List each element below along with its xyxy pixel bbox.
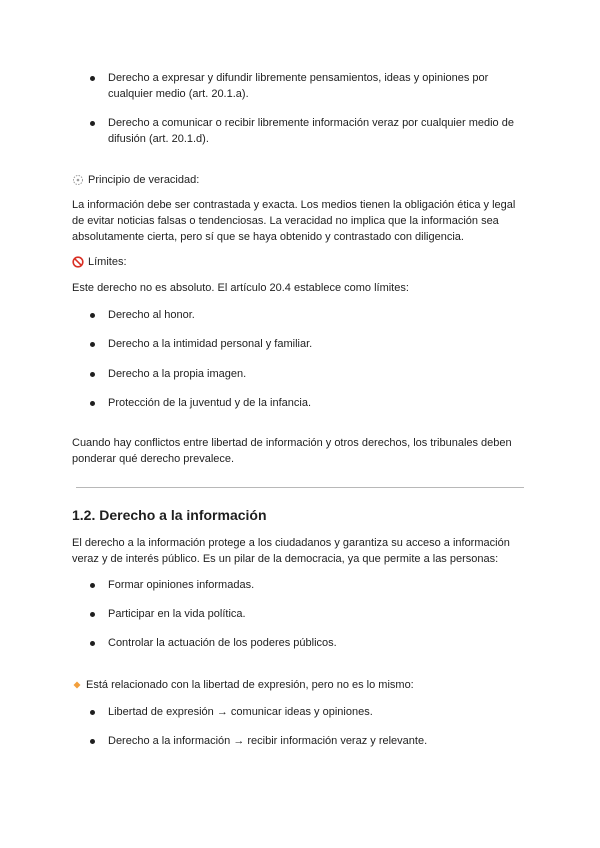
- bullet-icon: [90, 313, 95, 318]
- list-item-text: Derecho a expresar y difundir libremente pensamientos, ideas y opiniones por cualquier medio (art. 20.1.a).: [108, 72, 489, 100]
- list-item-text: Derecho a la propia imagen.: [108, 368, 247, 380]
- section-intro: El derecho a la información protege a los ciudadanos y garantiza su acceso a información veraz y de interés público. Es un pilar de la democracia, ya que permite a las personas:: [72, 537, 510, 565]
- bullet-icon: [90, 401, 95, 406]
- list-item: [108, 395, 528, 411]
- bullet-icon: [90, 342, 95, 347]
- list-item: [108, 70, 528, 102]
- list-item-text: Libertad de expresión → comunicar ideas y opiniones.: [108, 706, 373, 718]
- list-item: [108, 733, 528, 749]
- veracidad-label: Principio de veracidad:: [88, 174, 200, 186]
- veracidad-text: La información debe ser contrastada y exacta. Los medios tienen la obligación ética y legal de evitar noticias falsas o tendenciosas. La veracidad no implica que la información sea absolutamente cierta, pero sí que se haya obtenido y contrastado con diligencia.: [72, 199, 516, 243]
- list-item-text: Derecho a la información → recibir información veraz y relevante.: [108, 735, 428, 747]
- list-item: [108, 606, 528, 622]
- bullet-icon: [90, 583, 95, 588]
- limites-label: Límites:: [88, 256, 127, 268]
- veracidad-label-row: [72, 172, 199, 188]
- section-title: 1.2. Derecho a la información: [72, 507, 267, 523]
- list-item: [108, 115, 528, 147]
- list-item: [108, 577, 528, 593]
- list-item-text: Derecho a la intimidad personal y familiar.: [108, 338, 313, 350]
- bullet-icon: [90, 121, 95, 126]
- bullet-icon: [90, 739, 95, 744]
- list-item: [108, 635, 528, 651]
- list-item-text: Protección de la juventud y de la infancia.: [108, 397, 312, 409]
- bullet-icon: [90, 612, 95, 617]
- bullet-icon: [90, 76, 95, 81]
- limites-label-row: [72, 254, 127, 270]
- list-item: [108, 704, 528, 720]
- section-divider: [76, 487, 524, 488]
- list-item: [108, 366, 528, 382]
- bullet-icon: [90, 372, 95, 377]
- list-item: [108, 307, 528, 323]
- limites-intro: Este derecho no es absoluto. El artículo 20.4 establece como límites:: [72, 282, 409, 294]
- list-item: [108, 336, 528, 352]
- limites-conflict: Cuando hay conflictos entre libertad de información y otros derechos, los tribunales deben ponderar qué derecho prevalece.: [72, 437, 512, 465]
- bullet-icon: [90, 641, 95, 646]
- list-item-text: Derecho a comunicar o recibir libremente información veraz por cualquier medio de difusión (art. 20.1.d).: [108, 117, 514, 145]
- bullet-icon: [90, 710, 95, 715]
- list-item-text: Formar opiniones informadas.: [108, 579, 255, 591]
- relation-label: Está relacionado con la libertad de expresión, pero no es lo mismo:: [86, 679, 414, 691]
- list-item-text: Controlar la actuación de los poderes públicos.: [108, 637, 337, 649]
- list-item-text: Derecho al honor.: [108, 309, 195, 321]
- prohibited-icon: [72, 256, 84, 268]
- diamond-icon: [72, 680, 82, 690]
- sparkle-icon: [72, 174, 84, 186]
- list-item-text: Participar en la vida política.: [108, 608, 246, 620]
- relation-label-row: [72, 677, 414, 693]
